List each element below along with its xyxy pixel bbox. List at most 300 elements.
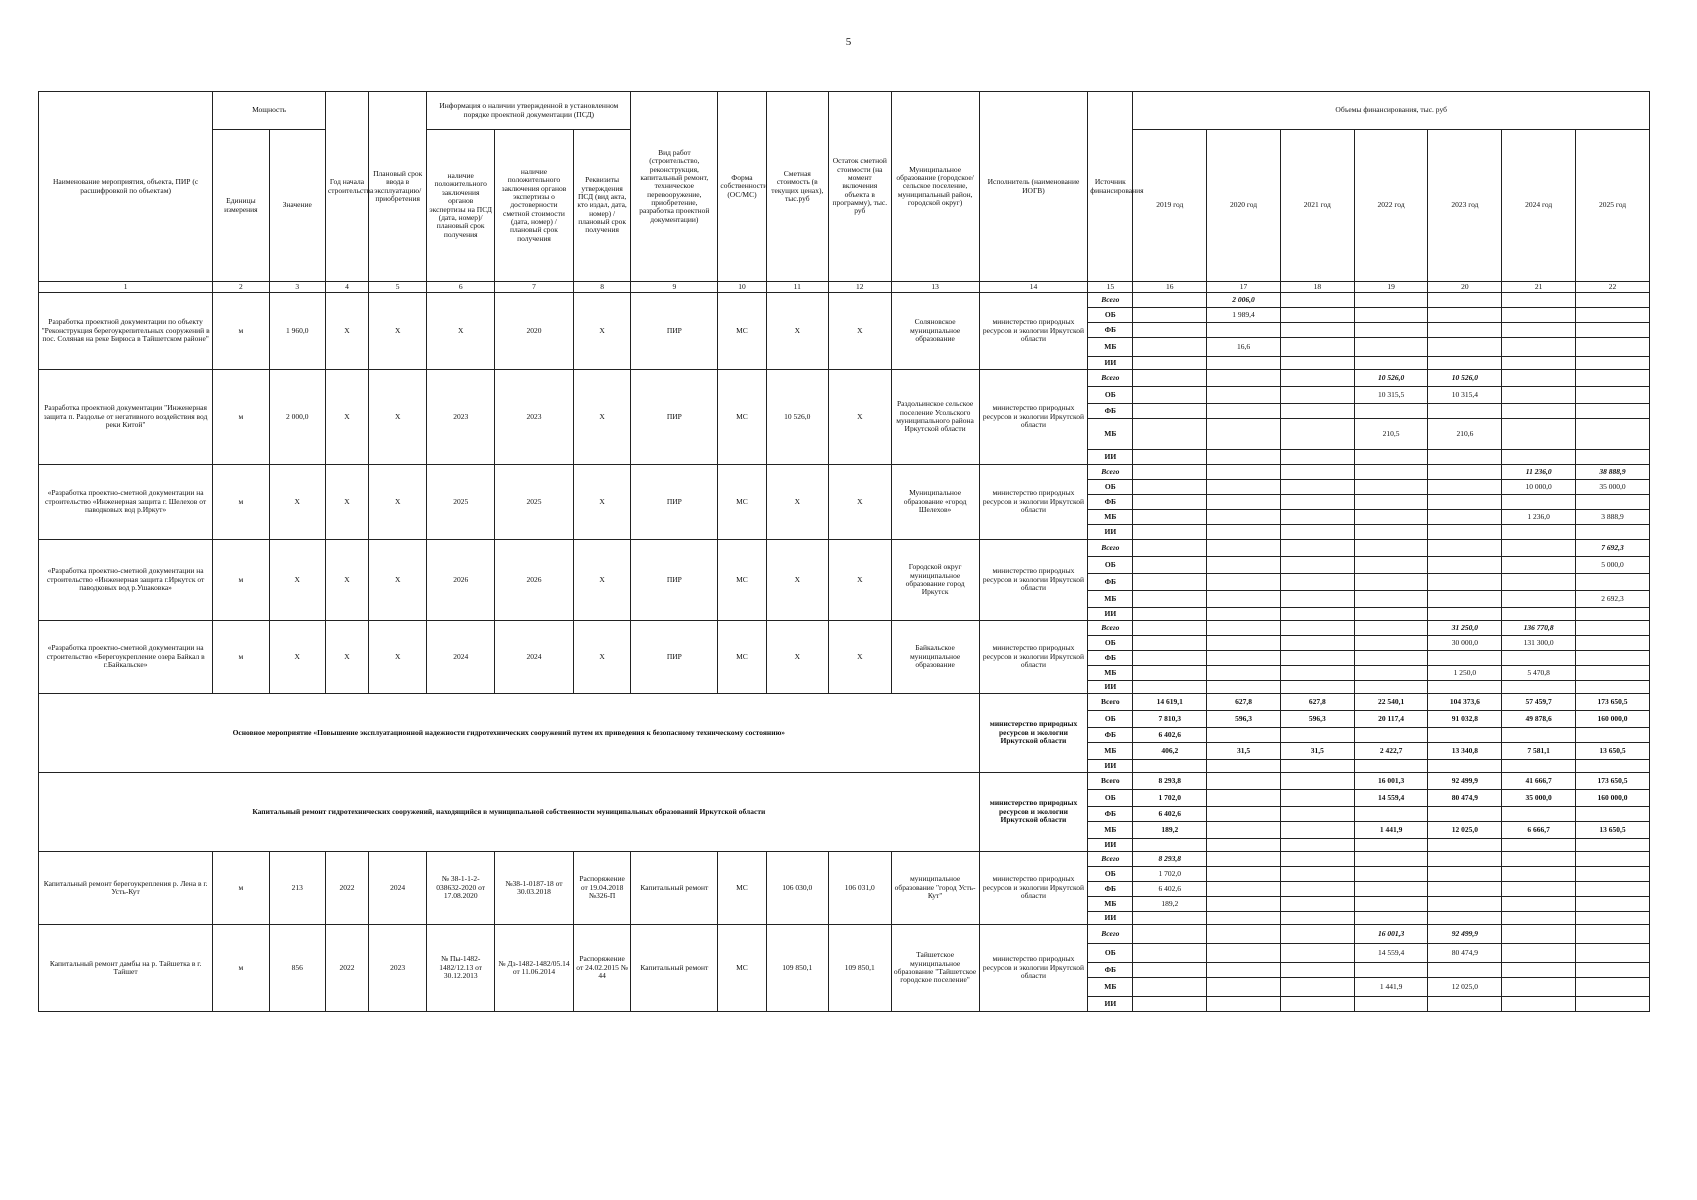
amount-cell [1354,495,1428,510]
amount-cell: 596,3 [1207,711,1281,728]
amount-cell [1354,557,1428,574]
amount-cell [1576,495,1650,510]
cell-start: X [325,293,368,370]
funding-source-label: ОБ [1088,387,1133,404]
amount-cell [1354,728,1428,743]
amount-cell: 189,2 [1133,897,1207,912]
column-number: 8 [573,282,630,293]
funding-source-label: Всего [1088,694,1133,711]
municipality-cell: Байкальское муниципальное образование [891,621,979,694]
cell-own: МС [718,540,766,621]
amount-cell [1428,997,1502,1012]
amount-cell [1502,370,1576,387]
amount-cell [1576,450,1650,465]
column-number: 3 [269,282,325,293]
amount-cell: 22 540,1 [1354,694,1428,711]
amount-cell [1354,540,1428,557]
amount-cell: 16 001,3 [1354,773,1428,790]
cell-psd1: X [427,293,495,370]
amount-cell [1207,852,1281,867]
cell-start: X [325,621,368,694]
funding-source-label: Всего [1088,852,1133,867]
amount-cell [1502,839,1576,852]
column-number: 6 [427,282,495,293]
funding-source-label: ОБ [1088,557,1133,574]
amount-cell [1280,608,1354,621]
cell-term: 2024 [368,852,426,925]
amount-cell [1502,450,1576,465]
amount-cell [1576,636,1650,651]
amount-cell [1133,557,1207,574]
amount-cell [1133,760,1207,773]
amount-cell [1133,681,1207,694]
page-number: 5 [845,36,852,48]
table-body [39,293,1650,1012]
amount-cell [1576,997,1650,1012]
amount-cell [1280,465,1354,480]
amount-cell [1354,897,1428,912]
amount-cell [1133,591,1207,608]
amount-cell [1502,912,1576,925]
amount-cell [1502,997,1576,1012]
amount-cell: 13 650,5 [1576,743,1650,760]
cell-estimate: X [766,540,829,621]
cell-psd1: 2024 [427,621,495,694]
column-number: 11 [766,282,829,293]
amount-cell [1280,912,1354,925]
amount-cell [1133,839,1207,852]
amount-cell [1502,357,1576,370]
section-title: Основное мероприятие «Повышение эксплуатационной надежности гидротехнических сооружений путем их приведения к безопасному техническому состоянию» [39,694,980,773]
executor-cell: министерство природных ресурсов и экологии Иркутской области [979,773,1088,852]
amount-cell [1354,760,1428,773]
cell-estimate: 10 526,0 [766,370,829,465]
amount-cell: 1 441,9 [1354,978,1428,997]
funding-source-label: Всего [1088,773,1133,790]
amount-cell [1428,540,1502,557]
table-row [39,540,1650,557]
funding-source-label: ОБ [1088,308,1133,323]
column-number: 16 [1133,282,1207,293]
table-row [39,925,1650,944]
amount-cell: 8 293,8 [1133,773,1207,790]
amount-cell [1428,882,1502,897]
amount-cell [1502,525,1576,540]
funding-source-label: ИИ [1088,525,1133,540]
amount-cell [1207,997,1281,1012]
amount-cell [1280,370,1354,387]
amount-cell [1428,480,1502,495]
amount-cell [1133,978,1207,997]
cell-value: 1 960,0 [269,293,325,370]
cell-value: X [269,465,325,540]
cell-own: МС [718,852,766,925]
amount-cell [1280,525,1354,540]
amount-cell: 14 559,4 [1354,790,1428,807]
amount-cell [1428,608,1502,621]
amount-cell [1133,963,1207,978]
table-row [39,852,1650,867]
column-number: 22 [1576,282,1650,293]
col-name-header: Наименование мероприятия, объекта, ПИР (с расшифровкой по объектам) [39,92,213,282]
amount-cell: 6 402,6 [1133,807,1207,822]
amount-cell [1502,728,1576,743]
amount-cell [1280,882,1354,897]
cell-own: МС [718,370,766,465]
amount-cell [1207,621,1281,636]
cell-term: X [368,621,426,694]
amount-cell [1207,897,1281,912]
amount-cell: 3 888,9 [1576,510,1650,525]
amount-cell [1207,728,1281,743]
amount-cell: 627,8 [1207,694,1281,711]
amount-cell [1133,636,1207,651]
amount-cell [1280,867,1354,882]
amount-cell [1428,525,1502,540]
amount-cell: 80 474,9 [1428,790,1502,807]
amount-cell [1502,681,1576,694]
amount-cell [1133,419,1207,450]
amount-cell [1354,465,1428,480]
amount-cell [1207,822,1281,839]
amount-cell [1280,790,1354,807]
amount-cell [1576,728,1650,743]
amount-cell [1207,525,1281,540]
table-header [39,92,1650,293]
amount-cell: 13 340,8 [1428,743,1502,760]
amount-cell [1354,912,1428,925]
column-number: 17 [1207,282,1281,293]
cell-psd2: 2026 [495,540,574,621]
amount-cell [1576,574,1650,591]
year-header: 2019 год [1133,130,1207,282]
column-number: 9 [631,282,718,293]
amount-cell: 30 000,0 [1428,636,1502,651]
amount-cell [1502,852,1576,867]
amount-cell [1280,636,1354,651]
column-number: 20 [1428,282,1502,293]
work-type-header: Вид работ (строительство, реконструкция, капитальный ремонт, техническое перевооружение, приобретение, разработка проектной документации) [631,92,718,282]
amount-cell [1133,293,1207,308]
column-number: 14 [979,282,1088,293]
amount-cell [1576,357,1650,370]
amount-cell: 2 422,7 [1354,743,1428,760]
amount-cell [1207,357,1281,370]
amount-cell [1133,510,1207,525]
amount-cell [1354,450,1428,465]
amount-cell [1502,944,1576,963]
cell-term: 2023 [368,925,426,1012]
amount-cell [1502,308,1576,323]
amount-cell [1280,293,1354,308]
funding-source-label: МБ [1088,419,1133,450]
amount-cell [1502,540,1576,557]
amount-cell [1207,839,1281,852]
amount-cell [1502,897,1576,912]
funding-source-label: ИИ [1088,760,1133,773]
amount-cell [1354,807,1428,822]
amount-cell: 7 810,3 [1133,711,1207,728]
amount-cell [1207,963,1281,978]
funding-volumes-header: Объемы финансирования, тыс. руб [1133,92,1650,130]
cell-psd1: 2025 [427,465,495,540]
funding-source-label: ОБ [1088,711,1133,728]
amount-cell [1428,557,1502,574]
municipality-cell: Тайшетское муниципальное образование "Тайшетское городское поселение" [891,925,979,1012]
municipality-cell: муниципальное образование "город Усть-Кут" [891,852,979,925]
cell-unit: м [213,621,269,694]
amount-cell: 10 526,0 [1428,370,1502,387]
column-number: 10 [718,282,766,293]
amount-cell [1280,925,1354,944]
cell-term: X [368,293,426,370]
funding-source-label: ОБ [1088,636,1133,651]
amount-cell [1502,495,1576,510]
amount-cell [1133,608,1207,621]
table-row [39,465,1650,480]
amount-cell: 12 025,0 [1428,822,1502,839]
financing-table [38,91,1650,1012]
amount-cell [1428,495,1502,510]
amount-cell [1576,308,1650,323]
column-number: 7 [495,282,574,293]
cell-term: X [368,370,426,465]
amount-cell [1502,760,1576,773]
amount-cell [1576,293,1650,308]
amount-cell [1576,839,1650,852]
amount-cell [1280,540,1354,557]
cell-estimate: X [766,465,829,540]
executor-cell: министерство природных ресурсов и экологии Иркутской области [979,540,1088,621]
funding-source-label: ИИ [1088,357,1133,370]
cell-unit: м [213,465,269,540]
psd-requisites-header: Реквизиты утверждения ПСД (вид акта, кто издал, дата, номер) / плановый срок получения [573,130,630,282]
amount-cell [1576,882,1650,897]
cell-own: МС [718,621,766,694]
amount-cell [1428,591,1502,608]
amount-cell: 1 250,0 [1428,666,1502,681]
amount-cell [1133,465,1207,480]
amount-cell [1576,925,1650,944]
year-header: 2025 год [1576,130,1650,282]
amount-cell [1502,651,1576,666]
amount-cell [1354,882,1428,897]
amount-cell: 1 441,9 [1354,822,1428,839]
amount-cell [1280,897,1354,912]
amount-cell [1280,839,1354,852]
section-title: Капитальный ремонт гидротехнических сооружений, находящийся в муниципальной собственности муниципальных образований Иркутской области [39,773,980,852]
amount-cell [1428,897,1502,912]
amount-cell: 1 702,0 [1133,867,1207,882]
cell-remaining: X [829,293,892,370]
amount-cell [1133,666,1207,681]
amount-cell [1354,666,1428,681]
column-number: 12 [829,282,892,293]
amount-cell [1280,728,1354,743]
amount-cell: 136 770,8 [1502,621,1576,636]
amount-cell: 31,5 [1280,743,1354,760]
cell-estimate: X [766,293,829,370]
amount-cell [1576,963,1650,978]
amount-cell: 10 526,0 [1354,370,1428,387]
amount-cell [1576,978,1650,997]
amount-cell [1428,308,1502,323]
cell-remaining: X [829,621,892,694]
remaining-header: Остаток сметной стоимости (на момент включения объекта в программу), тыс. руб [829,92,892,282]
amount-cell: 35 000,0 [1576,480,1650,495]
amount-cell: 10 315,4 [1428,387,1502,404]
amount-cell: 14 559,4 [1354,944,1428,963]
funding-source-label: Всего [1088,465,1133,480]
cell-work: Капитальный ремонт [631,925,718,1012]
section-row [39,694,1650,711]
amount-cell [1354,636,1428,651]
cell-own: МС [718,465,766,540]
amount-cell [1354,608,1428,621]
cell-psd3: X [573,621,630,694]
amount-cell [1428,465,1502,480]
amount-cell [1133,357,1207,370]
amount-cell [1502,978,1576,997]
amount-cell [1207,978,1281,997]
amount-cell [1576,323,1650,338]
funding-source-label: ИИ [1088,839,1133,852]
amount-cell [1428,510,1502,525]
amount-cell [1133,997,1207,1012]
amount-cell [1280,557,1354,574]
amount-cell [1428,760,1502,773]
amount-cell [1428,867,1502,882]
amount-cell [1280,773,1354,790]
funding-source-label: МБ [1088,822,1133,839]
amount-cell [1133,925,1207,944]
cell-psd2: 2024 [495,621,574,694]
funding-source-label: ОБ [1088,944,1133,963]
executor-cell: министерство природных ресурсов и экологии Иркутской области [979,694,1088,773]
amount-cell: 31 250,0 [1428,621,1502,636]
cell-remaining: X [829,465,892,540]
amount-cell [1207,760,1281,773]
amount-cell [1207,419,1281,450]
object-name: «Разработка проектно-сметной документации на строительство «Инженерная защита г.Иркутск от паводковых вод р.Ушаковка» [39,540,213,621]
amount-cell: 11 236,0 [1502,465,1576,480]
unit-header: Единицы измерения [213,130,269,282]
cell-term: X [368,540,426,621]
amount-cell [1576,681,1650,694]
amount-cell [1280,419,1354,450]
column-number: 13 [891,282,979,293]
cell-remaining: 109 850,1 [829,925,892,1012]
amount-cell [1207,370,1281,387]
amount-cell [1576,867,1650,882]
amount-cell [1428,912,1502,925]
amount-cell [1502,591,1576,608]
amount-cell: 92 499,9 [1428,773,1502,790]
amount-cell [1133,540,1207,557]
funding-source-label: ОБ [1088,790,1133,807]
amount-cell: 2 006,0 [1207,293,1281,308]
cell-start: X [325,465,368,540]
amount-cell [1133,308,1207,323]
amount-cell [1133,574,1207,591]
value-header: Значение [269,130,325,282]
cell-unit: м [213,925,269,1012]
amount-cell [1207,608,1281,621]
funding-source-label: ИИ [1088,608,1133,621]
amount-cell [1280,822,1354,839]
amount-cell: 6 666,7 [1502,822,1576,839]
funding-source-label: МБ [1088,978,1133,997]
amount-cell [1207,591,1281,608]
amount-cell [1428,963,1502,978]
cell-unit: м [213,293,269,370]
cell-work: Капитальный ремонт [631,852,718,925]
amount-cell [1576,852,1650,867]
amount-cell [1354,357,1428,370]
table-row [39,370,1650,387]
amount-cell [1280,323,1354,338]
column-number: 21 [1502,282,1576,293]
amount-cell: 6 402,6 [1133,882,1207,897]
amount-cell [1280,338,1354,357]
amount-cell [1354,293,1428,308]
amount-cell: 406,2 [1133,743,1207,760]
amount-cell [1207,867,1281,882]
amount-cell [1207,790,1281,807]
amount-cell [1207,540,1281,557]
funding-source-label: ФБ [1088,963,1133,978]
funding-source-label: МБ [1088,666,1133,681]
amount-cell: 627,8 [1280,694,1354,711]
amount-cell [1207,574,1281,591]
amount-cell [1133,621,1207,636]
column-number: 19 [1354,282,1428,293]
amount-cell: 35 000,0 [1502,790,1576,807]
amount-cell [1576,897,1650,912]
amount-cell [1354,338,1428,357]
amount-cell [1280,621,1354,636]
amount-cell: 1 702,0 [1133,790,1207,807]
amount-cell [1280,944,1354,963]
amount-cell [1502,867,1576,882]
amount-cell [1207,773,1281,790]
cell-estimate: X [766,621,829,694]
column-number: 5 [368,282,426,293]
cell-psd2: № Дз-1482-1482/05.14 от 11.06.2014 [495,925,574,1012]
amount-cell [1207,480,1281,495]
amount-cell [1133,525,1207,540]
amount-cell: 41 666,7 [1502,773,1576,790]
amount-cell [1207,404,1281,419]
amount-cell [1133,651,1207,666]
cell-value: 856 [269,925,325,1012]
year-header: 2022 год [1354,130,1428,282]
amount-cell [1207,666,1281,681]
amount-cell [1354,839,1428,852]
cell-value: X [269,540,325,621]
amount-cell [1576,651,1650,666]
year-header: 2021 год [1280,130,1354,282]
cell-work: ПИР [631,621,718,694]
amount-cell [1207,651,1281,666]
amount-cell [1280,495,1354,510]
amount-cell: 7 692,3 [1576,540,1650,557]
amount-cell [1354,574,1428,591]
column-number: 15 [1088,282,1133,293]
funding-source-label: ИИ [1088,450,1133,465]
amount-cell [1280,852,1354,867]
funding-source-label: ФБ [1088,495,1133,510]
